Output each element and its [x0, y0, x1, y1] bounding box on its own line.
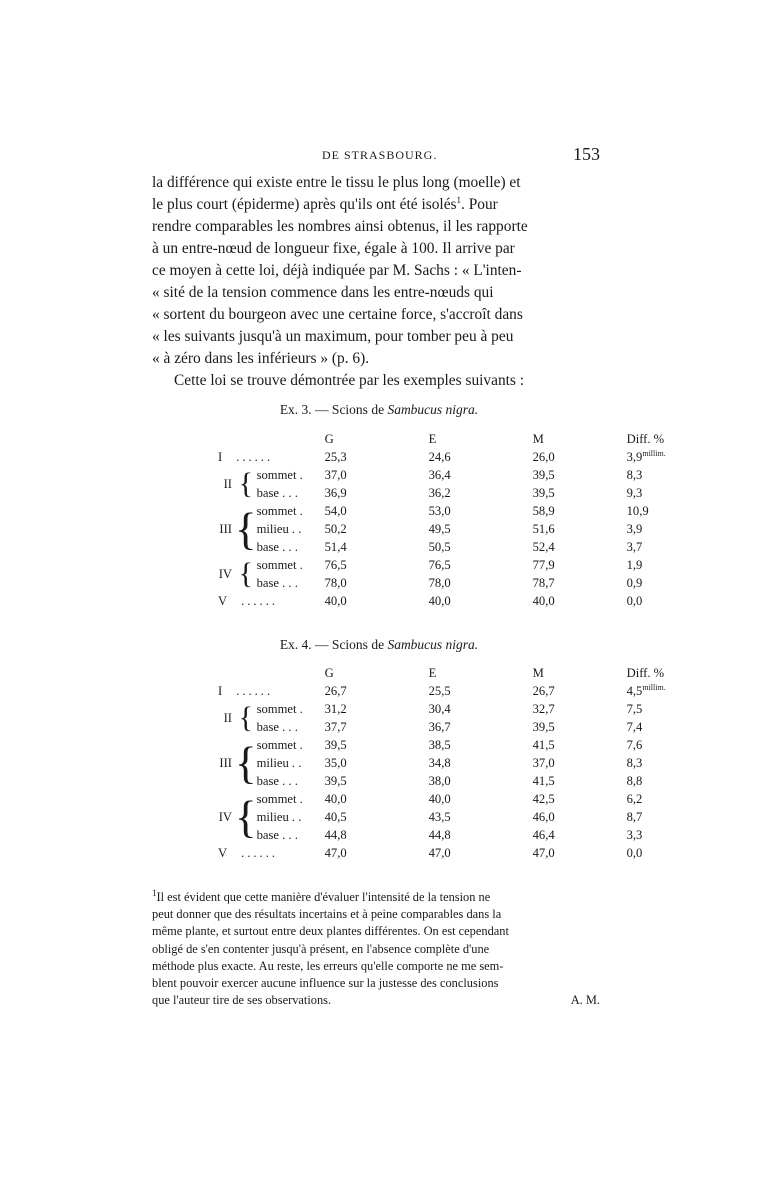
cell-number: 24,6 — [428, 449, 451, 464]
column-header: Diff. % — [626, 665, 665, 680]
table-row — [196, 592, 707, 610]
caption-species: Sambucus nigra. — [387, 637, 479, 652]
caption-species: Sambucus nigra. — [387, 402, 479, 417]
internode-numeral: V — [218, 593, 228, 608]
cell-value — [523, 574, 627, 592]
cell-number: 7,5 — [626, 701, 643, 716]
cell-number: 6,2 — [626, 791, 643, 806]
row-label-dots: ...... — [236, 449, 274, 464]
cell-number: 39,5 — [324, 773, 347, 788]
cell-number: 3,3 — [626, 827, 643, 842]
text-line: à un entre-nœud de longueur fixe, égale à 100. Il arrive par — [152, 240, 515, 257]
cell-number: 38,5 — [428, 737, 451, 752]
header-spacer — [235, 664, 257, 682]
brace-glyph: { — [235, 503, 257, 554]
unit-label: millim. — [642, 448, 666, 458]
cell-value — [627, 520, 707, 538]
row-label — [196, 844, 315, 862]
cell-number: 7,4 — [626, 719, 643, 734]
table-row — [196, 790, 707, 808]
table-row — [196, 682, 707, 700]
brace-glyph: { — [238, 701, 253, 734]
cell-value — [315, 700, 419, 718]
cell-number: 77,9 — [532, 557, 555, 572]
cell-value — [419, 718, 523, 736]
cell-number: 39,5 — [532, 719, 555, 734]
footnote-text: Il est évident que cette manière d'évaluer l'intensité de la tension ne — [156, 890, 491, 904]
cell-number: 30,4 — [428, 701, 451, 716]
footnote-line: même plante, et surtout entre deux plantes différentes. On est cependant — [152, 924, 509, 939]
column-header: M — [532, 431, 544, 446]
cell-value — [315, 538, 419, 556]
cell-number: 32,7 — [532, 701, 555, 716]
table-row — [196, 520, 707, 538]
cell-value — [627, 808, 707, 826]
cell-value — [315, 466, 419, 484]
cell-number: 39,5 — [532, 467, 555, 482]
text-line: « à zéro dans les inférieurs » (p. 6). — [152, 350, 370, 367]
cell-value — [523, 754, 627, 772]
page-number: 153 — [573, 144, 600, 164]
table-row — [196, 718, 707, 736]
cell-value — [523, 538, 627, 556]
internode-numeral: IV — [218, 566, 232, 581]
table-row — [196, 754, 707, 772]
header-spacer — [196, 430, 235, 448]
text-line: la différence qui existe entre le tissu le plus long (moelle) et — [152, 174, 521, 191]
row-label: sommet . — [256, 791, 303, 806]
table-row — [196, 736, 707, 754]
page-header — [152, 144, 600, 166]
column-header: G — [324, 665, 334, 680]
footnote-line — [152, 889, 600, 906]
cell-number: 53,0 — [428, 503, 451, 518]
cell-number: 51,6 — [532, 521, 555, 536]
ex4-table — [196, 664, 707, 862]
cell-value — [315, 574, 419, 592]
cell-value — [523, 772, 627, 790]
cell-value — [419, 772, 523, 790]
cell-number: 41,5 — [532, 737, 555, 752]
cell-number: 44,8 — [428, 827, 451, 842]
row-label: base . . . — [256, 827, 298, 842]
cell-value — [419, 754, 523, 772]
cell-value — [315, 682, 419, 700]
row-label-dots: ...... — [241, 593, 278, 608]
table-row — [196, 502, 707, 520]
cell-number: 26,7 — [324, 683, 347, 698]
cell-number: 43,5 — [428, 809, 451, 824]
text-line: « sité de la tension commence dans les entre-nœuds qui — [152, 284, 494, 301]
cell-value — [523, 808, 627, 826]
row-label: base . . . — [256, 719, 298, 734]
intro-paragraph: Cette loi se trouve démontrée par les exemples suivants : — [174, 372, 525, 389]
column-header: M — [532, 665, 544, 680]
text-line-start: le plus court (épiderme) après qu'ils ont été isolés — [152, 196, 457, 213]
cell-value — [419, 502, 523, 520]
cell-number: 78,0 — [324, 575, 347, 590]
table-row — [196, 466, 707, 484]
cell-number: 40,0 — [532, 593, 555, 608]
cell-number: 0,9 — [626, 575, 643, 590]
cell-number: 0,0 — [626, 593, 643, 608]
cell-number: 46,4 — [532, 827, 555, 842]
cell-value — [315, 520, 419, 538]
cell-number: 39,5 — [532, 485, 555, 500]
internode-numeral: I — [218, 449, 223, 464]
table-row — [196, 538, 707, 556]
ex3-table — [196, 430, 707, 610]
row-label: sommet . — [256, 557, 303, 572]
footnote-signature: A. M. — [570, 993, 600, 1008]
column-header: G — [324, 431, 334, 446]
cell-value — [315, 808, 419, 826]
cell-value — [627, 826, 707, 844]
cell-value — [419, 484, 523, 502]
text-line: rendre comparables les nombres ainsi obtenus, il les rapporte — [152, 218, 528, 235]
unit-label: millim. — [642, 682, 666, 692]
text-line: « les suivants jusqu'à un maximum, pour tomber peu à peu — [152, 328, 514, 345]
cell-value — [315, 718, 419, 736]
cell-value — [627, 772, 707, 790]
cell-value — [315, 448, 419, 466]
text-line: ce moyen à cette loi, déjà indiquée par M. Sachs : « L'inten- — [152, 262, 522, 279]
row-label: base . . . — [256, 575, 298, 590]
cell-number: 10,9 — [626, 503, 649, 518]
cell-value — [419, 790, 523, 808]
row-label: milieu . . — [256, 521, 302, 536]
cell-value — [315, 556, 419, 574]
cell-number: 47,0 — [428, 845, 451, 860]
cell-number: 51,4 — [324, 539, 347, 554]
cell-value — [627, 538, 707, 556]
cell-number: 37,0 — [532, 755, 555, 770]
cell-number: 38,0 — [428, 773, 451, 788]
cell-number: 58,9 — [532, 503, 555, 518]
cell-number: 8,3 — [626, 755, 643, 770]
header-spacer — [257, 430, 315, 448]
cell-value — [627, 700, 707, 718]
cell-value — [627, 448, 707, 466]
cell-number: 3,9 — [626, 521, 643, 536]
table-row — [196, 844, 707, 862]
footnote-line — [152, 992, 600, 1009]
cell-number: 36,4 — [428, 467, 451, 482]
cell-number: 36,2 — [428, 485, 451, 500]
cell-value — [523, 736, 627, 754]
caption-text: Ex. 3. — Scions de — [279, 402, 388, 417]
cell-value — [419, 574, 523, 592]
cell-value — [627, 574, 707, 592]
cell-value — [315, 844, 419, 862]
cell-number: 9,3 — [626, 485, 643, 500]
cell-value — [627, 736, 707, 754]
cell-number: 36,9 — [324, 485, 347, 500]
cell-value — [627, 682, 707, 700]
cell-number: 39,5 — [324, 737, 347, 752]
cell-number: 46,0 — [532, 809, 555, 824]
cell-number: 76,5 — [324, 557, 347, 572]
cell-value — [523, 682, 627, 700]
row-label — [196, 448, 315, 466]
row-label: base . . . — [256, 539, 298, 554]
cell-value — [627, 592, 707, 610]
header-spacer — [196, 664, 235, 682]
cell-value — [523, 448, 627, 466]
cell-value — [315, 790, 419, 808]
row-label: sommet . — [256, 701, 303, 716]
row-label: milieu . . — [256, 755, 302, 770]
cell-number: 50,2 — [324, 521, 347, 536]
cell-number: 36,7 — [428, 719, 451, 734]
cell-number: 8,7 — [626, 809, 643, 824]
row-label-dots: ...... — [236, 683, 274, 698]
internode-numeral: II — [223, 476, 232, 491]
column-header: E — [428, 665, 437, 680]
text-line-end: . Pour — [461, 196, 498, 213]
cell-number: 40,0 — [324, 593, 347, 608]
cell-number: 41,5 — [532, 773, 555, 788]
cell-value — [523, 592, 627, 610]
footnote-line: obligé de s'en contenter jusqu'à présent, en l'absence complète d'une — [152, 941, 490, 956]
cell-number: 31,2 — [324, 701, 347, 716]
cell-value — [315, 772, 419, 790]
row-label: sommet . — [256, 503, 303, 518]
cell-value — [419, 556, 523, 574]
cell-value — [627, 718, 707, 736]
internode-numeral: IV — [218, 809, 232, 824]
cell-number: 1,9 — [626, 557, 643, 572]
column-header: Diff. % — [626, 431, 665, 446]
row-label: base . . . — [256, 485, 298, 500]
cell-value — [523, 826, 627, 844]
cell-number: 49,5 — [428, 521, 451, 536]
cell-number: 25,5 — [428, 683, 451, 698]
cell-number: 47,0 — [324, 845, 347, 860]
cell-value — [315, 736, 419, 754]
cell-number: 44,8 — [324, 827, 347, 842]
cell-value — [523, 790, 627, 808]
cell-number: 76,5 — [428, 557, 451, 572]
cell-value — [315, 592, 419, 610]
table-row — [196, 484, 707, 502]
cell-number: 40,0 — [324, 791, 347, 806]
row-label: base . . . — [256, 773, 298, 788]
brace-glyph: { — [235, 737, 257, 788]
ex4-caption — [0, 637, 758, 653]
cell-value — [627, 484, 707, 502]
row-label: sommet . — [256, 737, 303, 752]
cell-number: 26,0 — [532, 449, 555, 464]
internode-numeral: I — [218, 683, 223, 698]
footnote-number: 1 — [152, 887, 157, 898]
brace-glyph: { — [238, 557, 253, 590]
row-label-dots: ...... — [241, 845, 278, 860]
footnote-text: que l'auteur tire de ses observations. — [152, 993, 332, 1008]
cell-value — [627, 466, 707, 484]
cell-value — [315, 484, 419, 502]
cell-value — [523, 484, 627, 502]
cell-value — [419, 538, 523, 556]
cell-number: 3,7 — [626, 539, 643, 554]
cell-value — [419, 826, 523, 844]
table-header-row — [196, 664, 707, 682]
cell-value — [419, 700, 523, 718]
main-text — [152, 172, 600, 392]
internode-numeral: II — [223, 710, 232, 725]
header-spacer — [235, 430, 257, 448]
cell-value — [627, 754, 707, 772]
brace-glyph: { — [235, 791, 257, 842]
row-label — [196, 592, 315, 610]
cell-value — [419, 736, 523, 754]
cell-number: 8,3 — [626, 467, 643, 482]
cell-value — [315, 502, 419, 520]
cell-value — [419, 520, 523, 538]
row-label — [196, 682, 315, 700]
cell-value — [419, 592, 523, 610]
internode-numeral: III — [219, 521, 232, 536]
cell-value — [523, 844, 627, 862]
footnote-line: méthode plus exacte. Au reste, les erreurs qu'elle comporte ne me sem- — [152, 958, 504, 973]
cell-value — [419, 466, 523, 484]
table-row — [196, 808, 707, 826]
cell-value — [523, 700, 627, 718]
cell-value — [627, 844, 707, 862]
internode-numeral: V — [218, 845, 228, 860]
cell-number: 40,0 — [428, 791, 451, 806]
text-line: « sortent du bourgeon avec une certaine force, s'accroît dans — [152, 306, 523, 323]
internode-numeral: III — [219, 755, 232, 770]
cell-number: 8,8 — [626, 773, 643, 788]
ex3-caption — [0, 402, 758, 418]
brace-glyph: { — [238, 467, 253, 500]
running-head: DE STRASBOURG. — [322, 148, 438, 162]
cell-number: 7,6 — [626, 737, 643, 752]
caption-text: Ex. 4. — Scions de — [279, 637, 388, 652]
cell-number: 35,0 — [324, 755, 347, 770]
cell-number: 37,7 — [324, 719, 347, 734]
table-row — [196, 826, 707, 844]
cell-value — [419, 448, 523, 466]
cell-value — [315, 754, 419, 772]
cell-number: 4,5 — [626, 683, 643, 698]
cell-number: 34,8 — [428, 755, 451, 770]
cell-value — [523, 556, 627, 574]
row-label: milieu . . — [256, 809, 302, 824]
cell-value — [627, 502, 707, 520]
cell-number: 3,9 — [626, 449, 643, 464]
cell-number: 52,4 — [532, 539, 555, 554]
table-row — [196, 574, 707, 592]
footnote-line: peut donner que des résultats incertains et à peine comparables dans la — [152, 907, 502, 922]
cell-number: 42,5 — [532, 791, 555, 806]
cell-value — [523, 520, 627, 538]
cell-number: 26,7 — [532, 683, 555, 698]
cell-value — [523, 502, 627, 520]
footnote — [152, 889, 600, 1009]
cell-value — [419, 808, 523, 826]
footnote-mark: 1 — [456, 194, 462, 205]
cell-number: 40,5 — [324, 809, 347, 824]
cell-value — [419, 682, 523, 700]
cell-number: 25,3 — [324, 449, 347, 464]
cell-number: 54,0 — [324, 503, 347, 518]
cell-value — [419, 844, 523, 862]
cell-value — [627, 790, 707, 808]
cell-number: 40,0 — [428, 593, 451, 608]
column-header: E — [428, 431, 437, 446]
cell-value — [315, 826, 419, 844]
text-line — [152, 194, 600, 216]
cell-value — [523, 466, 627, 484]
header-spacer — [257, 664, 315, 682]
cell-number: 78,7 — [532, 575, 555, 590]
cell-number: 50,5 — [428, 539, 451, 554]
cell-value — [523, 718, 627, 736]
footnote-line: blent pouvoir exercer aucune influence sur la justesse des conclusions — [152, 976, 499, 991]
cell-number: 78,0 — [428, 575, 451, 590]
table-row — [196, 556, 707, 574]
table-row — [196, 772, 707, 790]
table-row — [196, 448, 707, 466]
cell-value — [627, 556, 707, 574]
table-header-row — [196, 430, 707, 448]
cell-number: 37,0 — [324, 467, 347, 482]
cell-number: 47,0 — [532, 845, 555, 860]
cell-number: 0,0 — [626, 845, 643, 860]
row-label: sommet . — [256, 467, 303, 482]
table-row — [196, 700, 707, 718]
